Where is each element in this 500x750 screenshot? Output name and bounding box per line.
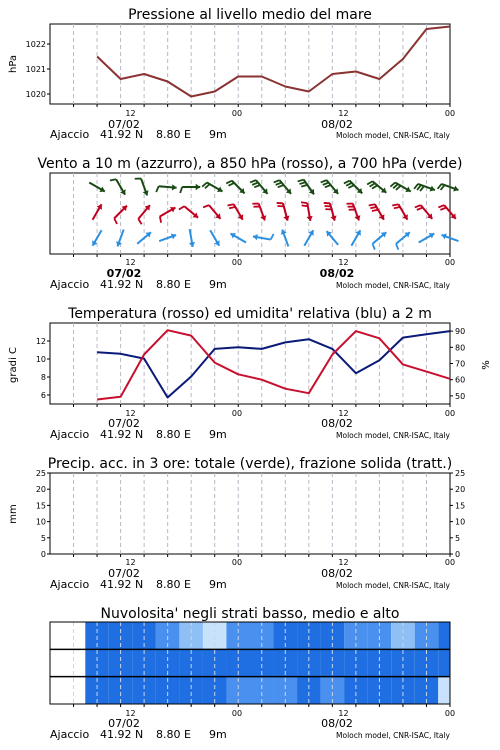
station-lon: 8.80 E xyxy=(156,128,191,141)
x-tick-label: 00 xyxy=(231,258,243,267)
x-tick-label: 12 xyxy=(338,709,349,718)
date-label: 07/02 xyxy=(108,567,140,580)
wind-barb xyxy=(301,202,307,203)
plot-frame xyxy=(50,24,450,104)
wind-barb xyxy=(302,205,308,206)
y-tick-label: 0 xyxy=(40,550,46,559)
wind-title: Vento a 10 m (azzurro), a 850 hPa (rosso), a 700 hPa (verde) xyxy=(37,156,463,172)
y-tick-label: 20 xyxy=(455,485,466,495)
precipitation-ylabel: mm xyxy=(8,504,19,524)
wind-barb xyxy=(394,207,400,208)
station-lat: 41.92 N xyxy=(100,128,144,141)
pressure-title: Pressione al livello medio del mare xyxy=(128,7,372,23)
x-tick-label: 00 xyxy=(444,558,456,567)
wind-barb xyxy=(370,207,376,208)
wind-barb xyxy=(392,204,398,205)
date-label: 07/02 xyxy=(106,267,142,280)
wind-barb xyxy=(160,217,161,223)
y-tick-label: 1021 xyxy=(25,65,46,74)
wind-x-ticks xyxy=(125,258,455,267)
station-info xyxy=(50,278,227,291)
model-credit: Moloch model, CNR-ISAC, Italy xyxy=(336,731,450,740)
wind-barb xyxy=(229,207,235,208)
y-tick-label: 5 xyxy=(455,533,461,543)
x-tick-label: 00 xyxy=(231,558,243,567)
station-info xyxy=(50,578,227,591)
station-lat: 41.92 N xyxy=(100,278,144,291)
station-lat: 41.92 N xyxy=(100,578,144,591)
station-info xyxy=(50,128,227,141)
station-lon: 8.80 E xyxy=(156,278,191,291)
date-label: 07/02 xyxy=(108,717,140,730)
wind-barb xyxy=(110,179,116,180)
station-lat: 41.92 N xyxy=(100,428,144,441)
y-tick-label: 8 xyxy=(40,373,46,382)
plot-frame xyxy=(50,323,450,404)
station-info xyxy=(50,428,227,441)
x-tick-label: 12 xyxy=(338,409,349,418)
x-tick-label: 00 xyxy=(444,109,456,118)
y-tick-label: 1022 xyxy=(25,40,46,49)
station-elev: 9m xyxy=(209,278,227,291)
cloud-title: Nuvolosita' negli strati basso, medio e alto xyxy=(100,606,400,622)
date-label: 08/02 xyxy=(321,717,353,730)
y-tick-label: 10 xyxy=(455,517,466,527)
y-tick-label: 1020 xyxy=(25,90,46,99)
pressure-panel xyxy=(8,7,455,141)
cloud-cell xyxy=(438,622,450,649)
x-tick-label: 00 xyxy=(231,409,243,418)
precipitation-panel xyxy=(8,456,465,591)
cloud-cell xyxy=(438,677,450,704)
cloud-plot-area xyxy=(50,622,450,707)
station-info xyxy=(50,728,227,741)
station-name: Ajaccio xyxy=(50,128,90,141)
pressure-plot-area xyxy=(26,24,450,107)
y-tick-label: 80 xyxy=(455,343,466,353)
precipitation-plot-area xyxy=(36,469,465,559)
station-lon: 8.80 E xyxy=(156,728,191,741)
model-credit: Moloch model, CNR-ISAC, Italy xyxy=(336,431,450,440)
temperature-ylabel: gradi C xyxy=(8,347,19,383)
date-label: 08/02 xyxy=(319,267,355,280)
x-tick-label: 00 xyxy=(231,109,243,118)
y-tick-label: 15 xyxy=(35,501,46,511)
model-credit: Moloch model, CNR-ISAC, Italy xyxy=(336,581,450,590)
wind-plot-area xyxy=(50,173,459,257)
wind-panel xyxy=(37,156,462,291)
y-tick-label: 20 xyxy=(35,485,46,495)
station-name: Ajaccio xyxy=(50,428,90,441)
date-label: 07/02 xyxy=(108,118,140,131)
temperature-title: Temperatura (rosso) ed umidita' relativa (blu) a 2 m xyxy=(68,306,432,322)
x-tick-label: 00 xyxy=(444,409,456,418)
plot-frame xyxy=(50,473,450,554)
y-tick-label: 50 xyxy=(455,391,466,401)
cloud-cell xyxy=(438,649,450,676)
station-name: Ajaccio xyxy=(50,578,90,591)
pressure-x-ticks xyxy=(125,109,455,118)
x-tick-label: 12 xyxy=(338,258,349,267)
x-tick-label: 12 xyxy=(125,709,136,718)
precipitation-title: Precip. acc. in 3 ore: totale (verde), frazione solida (tratt.) xyxy=(47,456,453,472)
wind-barb xyxy=(372,210,378,211)
station-lon: 8.80 E xyxy=(156,578,191,591)
x-tick-label: 00 xyxy=(444,258,456,267)
station-name: Ajaccio xyxy=(50,278,90,291)
x-tick-label: 12 xyxy=(338,558,349,567)
x-tick-label: 00 xyxy=(444,709,456,718)
y-tick-label: 70 xyxy=(455,359,466,369)
pressure-ylabel: hPa xyxy=(8,54,19,74)
cloud-panel xyxy=(50,606,455,741)
temperature-panel xyxy=(8,306,492,441)
y-tick-label: 6 xyxy=(40,391,46,400)
station-elev: 9m xyxy=(209,128,227,141)
x-tick-label: 12 xyxy=(125,409,136,418)
y-tick-label: 10 xyxy=(35,517,46,527)
station-lat: 41.92 N xyxy=(100,728,144,741)
y-tick-label: 60 xyxy=(455,375,466,385)
station-elev: 9m xyxy=(209,728,227,741)
precipitation-x-ticks xyxy=(125,558,455,567)
temperature-plot-area xyxy=(36,323,465,407)
x-tick-label: 12 xyxy=(125,258,136,267)
y-tick-label: 90 xyxy=(455,327,466,337)
x-tick-label: 00 xyxy=(231,709,243,718)
model-credit: Moloch model, CNR-ISAC, Italy xyxy=(336,131,450,140)
station-name: Ajaccio xyxy=(50,728,90,741)
y-tick-label: 25 xyxy=(455,469,466,478)
date-label: 08/02 xyxy=(321,567,353,580)
y-tick-label: 0 xyxy=(455,550,461,559)
y-tick-label: 10 xyxy=(35,355,46,364)
y-tick-label: 12 xyxy=(35,337,46,346)
wind-barb xyxy=(228,204,234,205)
x-tick-label: 12 xyxy=(125,558,136,567)
date-label: 08/02 xyxy=(321,118,353,131)
plot-frame xyxy=(50,173,450,254)
station-lon: 8.80 E xyxy=(156,428,191,441)
x-tick-label: 12 xyxy=(125,109,136,118)
humidity-ylabel: % xyxy=(481,360,492,370)
date-label: 07/02 xyxy=(108,417,140,430)
temperature-x-ticks xyxy=(125,409,455,418)
y-tick-label: 5 xyxy=(40,533,46,543)
model-credit: Moloch model, CNR-ISAC, Italy xyxy=(336,281,450,290)
y-tick-label: 15 xyxy=(455,501,466,511)
x-tick-label: 12 xyxy=(338,109,349,118)
wind-barb xyxy=(369,204,375,205)
cloud-x-ticks xyxy=(125,709,455,718)
station-elev: 9m xyxy=(209,428,227,441)
station-elev: 9m xyxy=(209,578,227,591)
y-tick-label: 25 xyxy=(35,469,46,478)
date-label: 08/02 xyxy=(321,417,353,430)
